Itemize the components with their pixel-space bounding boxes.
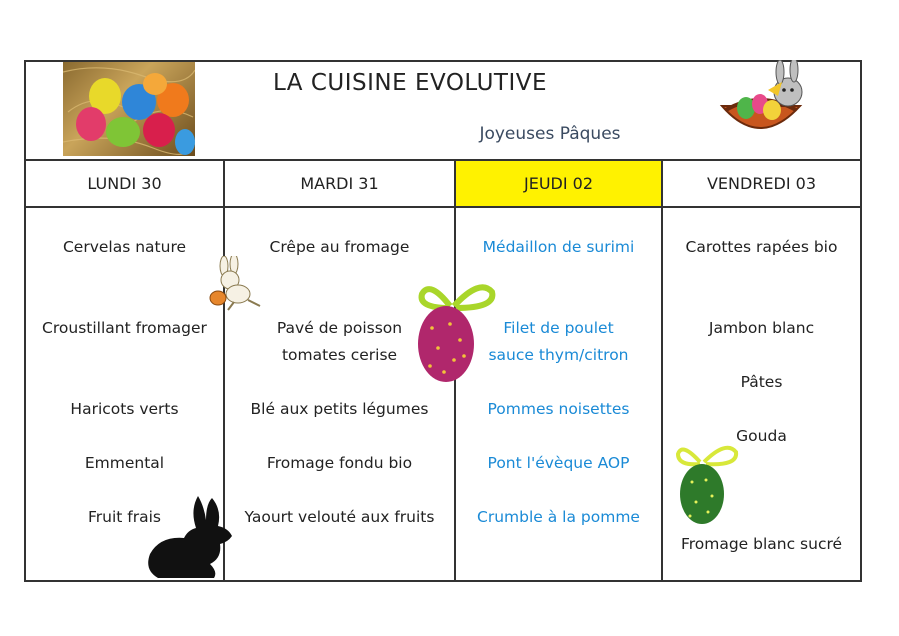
bunny-silhouette-icon bbox=[140, 492, 236, 582]
menu-item: Cervelas nature bbox=[62, 238, 187, 256]
page-subtitle: Joyeuses Pâques bbox=[479, 124, 621, 144]
menu-item: Blé aux petits légumes bbox=[250, 400, 429, 418]
pink-egg-icon bbox=[410, 278, 502, 390]
day-header-mardi: MARDI 31 bbox=[300, 174, 379, 193]
menu-item: Médaillon de surimi bbox=[482, 238, 635, 256]
page-title: LA CUISINE EVOLUTIVE bbox=[272, 70, 548, 96]
day-header-jeudi: JEUDI 02 bbox=[456, 161, 661, 206]
day-row-divider bbox=[24, 206, 862, 208]
menu-item: Emmental bbox=[84, 454, 165, 472]
menu-item: Fromage blanc sucré bbox=[680, 535, 843, 553]
menu-item: Haricots verts bbox=[70, 400, 179, 418]
menu-item: Jambon blanc bbox=[708, 319, 815, 337]
menu-item: Carottes rapées bio bbox=[685, 238, 838, 256]
running-bunny-icon bbox=[204, 256, 266, 312]
day-header-lundi: LUNDI 30 bbox=[87, 174, 162, 193]
menu-item: Pavé de poisson bbox=[276, 319, 403, 337]
green-egg-icon bbox=[672, 440, 744, 528]
menu-item: Gouda bbox=[736, 427, 787, 445]
menu-item: Fruit frais bbox=[87, 508, 161, 526]
menu-item: tomates cerise bbox=[281, 346, 398, 364]
menu-item: Crumble à la pomme bbox=[477, 508, 640, 526]
menu-item: Fromage fondu bio bbox=[266, 454, 413, 472]
menu-item: Filet de poulet bbox=[503, 319, 614, 337]
menu-item: sauce thym/citron bbox=[488, 346, 629, 364]
menu-item: Croustillant fromager bbox=[42, 319, 207, 337]
menu-item: Pâtes bbox=[740, 373, 783, 391]
menu-item: Pommes noisettes bbox=[487, 400, 630, 418]
easter-eggs-photo bbox=[63, 62, 195, 156]
bunny-basket-icon bbox=[708, 60, 812, 146]
menu-item: Yaourt velouté aux fruits bbox=[244, 508, 435, 526]
day-header-vendredi: VENDREDI 03 bbox=[706, 174, 817, 193]
menu-item: Crêpe au fromage bbox=[269, 238, 410, 256]
menu-item: Pont l'évèque AOP bbox=[487, 454, 630, 472]
